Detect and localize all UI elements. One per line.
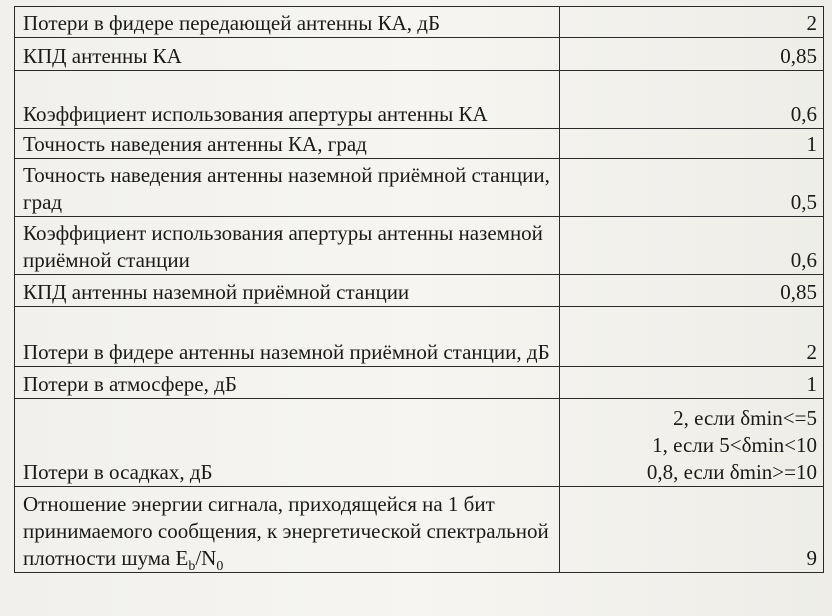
row-value: 1 [560,367,824,399]
table-row [15,487,824,573]
row-label [15,487,560,573]
row-value: 2 [560,307,824,367]
n0-subscript: 0 [216,559,224,575]
table-row [15,367,824,399]
row-label: Коэффициент использования апертуры антенны КА [15,71,560,129]
row-label: Потери в атмосфере, дБ [15,367,560,399]
row-value: 9 [560,487,824,573]
row-value: 0,85 [560,275,824,307]
row-value: 0,5 [560,159,824,217]
table-row [15,129,824,159]
row-value: 2 [560,7,824,38]
table-row [15,71,824,129]
eb-subscript: b [188,559,196,575]
row-label: Точность наведения антенны КА, град [15,129,560,159]
table-row [15,38,824,71]
row-label: Потери в фидере передающей антенны КА, дБ [15,7,560,38]
slash-n: /N [195,546,217,570]
row-value: 0,6 [560,217,824,275]
condition-value: 1, если 5<δmin<10 [652,433,817,457]
row-label: Потери в осадках, дБ [15,399,560,487]
row-label: Точность наведения антенны наземной приёмной станции, град [15,159,560,217]
table-row [15,217,824,275]
row-value: 1 [560,129,824,159]
table-row [15,307,824,367]
row-label: КПД антенны наземной приёмной станции [15,275,560,307]
row-value: 0,85 [560,38,824,71]
table-row [15,159,824,217]
row-label: Коэффициент использования апертуры антенны наземной приёмной станции [15,217,560,275]
precipitation-values [560,399,824,487]
table-row [15,7,824,38]
row-label: КПД антенны КА [15,38,560,71]
parameters-table [14,6,824,573]
row-label: Потери в фидере антенны наземной приёмной станции, дБ [15,307,560,367]
condition-value: 0,8, если δmin>=10 [646,460,817,484]
table-row [15,399,824,487]
eb-n0-text: Отношение энергии сигнала, приходящейся на 1 бит принимаемого сообщения, к энергетической спектральной плотности шума E [23,492,549,570]
table-row [15,275,824,307]
row-value: 0,6 [560,71,824,129]
condition-value: 2, если δmin<=5 [673,406,817,430]
